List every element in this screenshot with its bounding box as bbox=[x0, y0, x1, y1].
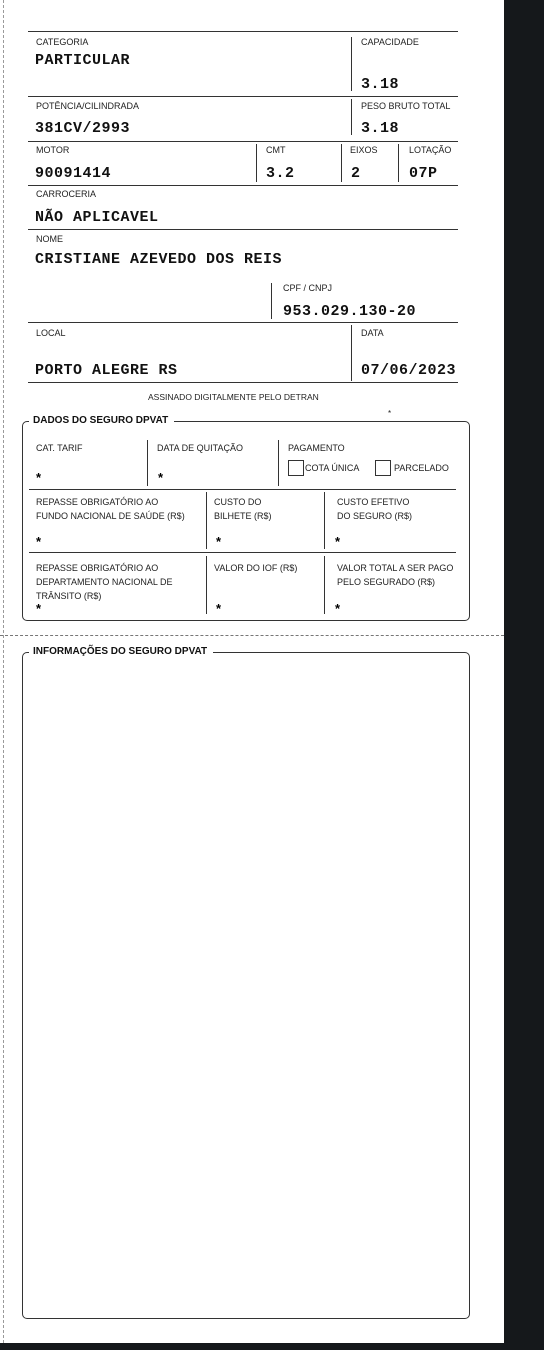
divider bbox=[256, 144, 257, 182]
data-quitacao-value: * bbox=[158, 470, 164, 485]
divider bbox=[28, 322, 458, 323]
motor-value: 90091414 bbox=[35, 165, 112, 182]
peso-value: 3.18 bbox=[361, 120, 400, 137]
divider bbox=[29, 489, 456, 490]
custo-bilhete-label-line2: BILHETE (R$) bbox=[214, 511, 272, 521]
repasse-transito-value: * bbox=[36, 601, 42, 616]
parcelado-checkbox[interactable] bbox=[375, 460, 391, 476]
custo-efetivo-label-line1: CUSTO EFETIVO bbox=[337, 497, 410, 507]
cut-line-horizontal bbox=[0, 635, 504, 636]
carroceria-value: NÃO APLICAVEL bbox=[35, 209, 159, 226]
cpf-value: 953.029.130-20 bbox=[283, 303, 417, 320]
custo-bilhete-label-line1: CUSTO DO bbox=[214, 497, 262, 507]
repasse-saude-label-line2: FUNDO NACIONAL DE SAÚDE (R$) bbox=[36, 511, 185, 521]
cmt-value: 3.2 bbox=[266, 165, 295, 182]
cat-tarif-value: * bbox=[36, 470, 42, 485]
motor-label: MOTOR bbox=[36, 145, 70, 155]
carroceria-label: CARROCERIA bbox=[36, 189, 97, 199]
local-label: LOCAL bbox=[36, 328, 66, 338]
repasse-transito-label-line3: TRÂNSITO (R$) bbox=[36, 591, 102, 601]
capacidade-value: 3.18 bbox=[361, 76, 400, 93]
categoria-value: PARTICULAR bbox=[35, 52, 131, 69]
cmt-label: CMT bbox=[266, 145, 286, 155]
small-mark: * bbox=[388, 409, 392, 418]
divider bbox=[271, 283, 272, 319]
divider bbox=[398, 144, 399, 182]
info-section-title: INFORMAÇÕES DO SEGURO DPVAT bbox=[29, 646, 213, 658]
pagamento-label: PAGAMENTO bbox=[288, 443, 345, 453]
data-quitacao-label: DATA DE QUITAÇÃO bbox=[157, 443, 244, 453]
valor-total-label-line2: PELO SEGURADO (R$) bbox=[337, 577, 436, 587]
custo-efetivo-value: * bbox=[335, 534, 341, 549]
lotacao-label: LOTAÇÃO bbox=[409, 145, 452, 155]
dpvat-info-box bbox=[22, 652, 470, 1319]
nome-label: NOME bbox=[36, 234, 63, 244]
cat-tarif-label: CAT. TARIF bbox=[36, 443, 83, 453]
valor-iof-label: VALOR DO IOF (R$) bbox=[214, 563, 298, 573]
custo-bilhete-value: * bbox=[216, 534, 222, 549]
nome-value: CRISTIANE AZEVEDO DOS REIS bbox=[35, 251, 283, 268]
potencia-label: POTÊNCIA/CILINDRADA bbox=[36, 101, 140, 111]
cut-line-vertical bbox=[3, 0, 4, 1343]
data-value: 07/06/2023 bbox=[361, 362, 457, 379]
local-value: PORTO ALEGRE RS bbox=[35, 362, 178, 379]
valor-total-label-line1: VALOR TOTAL A SER PAGO bbox=[337, 563, 454, 573]
signed-note: ASSINADO DIGITALMENTE PELO DETRAN bbox=[148, 392, 319, 402]
divider bbox=[324, 492, 325, 549]
divider bbox=[28, 31, 458, 32]
divider bbox=[28, 96, 458, 97]
lotacao-value: 07P bbox=[409, 165, 438, 182]
divider bbox=[351, 37, 352, 91]
custo-efetivo-label-line2: DO SEGURO (R$) bbox=[337, 511, 413, 521]
potencia-value: 381CV/2993 bbox=[35, 120, 131, 137]
divider bbox=[147, 440, 148, 486]
divider bbox=[206, 556, 207, 614]
peso-label: PESO BRUTO TOTAL bbox=[361, 101, 451, 111]
divider bbox=[28, 141, 458, 142]
repasse-saude-value: * bbox=[36, 534, 42, 549]
valor-total-value: * bbox=[335, 601, 341, 616]
divider bbox=[28, 382, 458, 383]
divider bbox=[341, 144, 342, 182]
capacidade-label: CAPACIDADE bbox=[361, 37, 419, 47]
repasse-transito-label-line1: REPASSE OBRIGATÓRIO AO bbox=[36, 563, 159, 573]
divider bbox=[351, 99, 352, 135]
divider bbox=[206, 492, 207, 549]
valor-iof-value: * bbox=[216, 601, 222, 616]
divider bbox=[28, 229, 458, 230]
divider bbox=[278, 440, 279, 486]
data-label: DATA bbox=[361, 328, 384, 338]
repasse-transito-label-line2: DEPARTAMENTO NACIONAL DE bbox=[36, 577, 173, 587]
repasse-saude-label-line1: REPASSE OBRIGATÓRIO AO bbox=[36, 497, 159, 507]
cpf-label: CPF / CNPJ bbox=[283, 283, 333, 293]
cota-unica-checkbox[interactable] bbox=[288, 460, 304, 476]
categoria-label: CATEGORIA bbox=[36, 37, 89, 47]
eixos-value: 2 bbox=[351, 165, 361, 182]
parcelado-label: PARCELADO bbox=[394, 463, 449, 473]
divider bbox=[28, 185, 458, 186]
divider bbox=[351, 325, 352, 381]
divider bbox=[29, 552, 456, 553]
divider bbox=[324, 556, 325, 614]
cota-unica-label: COTA ÚNICA bbox=[305, 463, 360, 473]
dpvat-section-title: DADOS DO SEGURO DPVAT bbox=[29, 415, 174, 427]
eixos-label: EIXOS bbox=[350, 145, 378, 155]
